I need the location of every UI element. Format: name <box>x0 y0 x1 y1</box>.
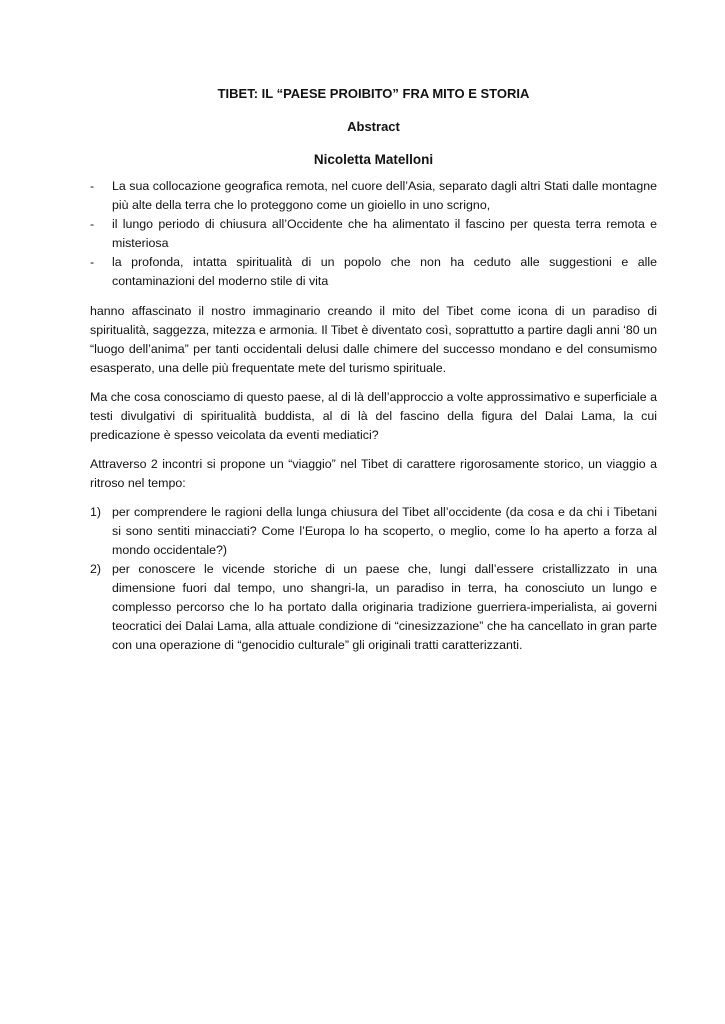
bullet-marker: - <box>90 179 95 193</box>
document-page <box>90 84 657 655</box>
document-title: TIBET: IL “PAESE PROIBITO” FRA MITO E STORIA <box>217 86 530 101</box>
numbered-item <box>90 503 657 560</box>
bullet-text: il lungo periodo di chiusura all’Occidente che ha alimentato il fascino per questa terra remota e misteriosa <box>112 217 657 250</box>
numbered-marker: 1) <box>90 505 102 519</box>
numbered-marker: 2) <box>90 562 102 576</box>
bullet-item <box>90 215 657 253</box>
numbered-text: per conoscere le vicende storiche di un paese che, lungi dall’essere cristallizzato in una dimensione fuori dal tempo, uno shangri-la, un paradiso in terra, ha conosciuto un lungo e complesso percorso che lo ha portato dalla originaria tradizione guerriera-imperialista, ai governi teocratici dei Dalai Lama, alla attuale condizione di “cinesizzazione” che ha cancellato in gran parte con una operazione di “genocidio culturale” gli originali tratti caratterizzanti. <box>112 562 657 652</box>
bullet-marker: - <box>90 255 95 269</box>
document-author: Nicoletta Matelloni <box>313 152 434 167</box>
numbered-list <box>90 503 657 655</box>
document-subtitle: Abstract <box>347 119 400 134</box>
body-paragraph: hanno affascinato il nostro immaginario creando il mito del Tibet come icona di un paradiso di spiritualità, saggezza, mitezza e armonia. Il Tibet è diventato così, soprattutto a partire dagli anni ‘80 un “luogo dell’anima” per tanti occidentali delusi dalle chimere del successo mondano e del consumismo esasperato, una delle più frequentate mete del turismo spirituale. <box>90 304 657 375</box>
numbered-item <box>90 560 657 655</box>
body-paragraph: Attraverso 2 incontri si propone un “viaggio” nel Tibet di carattere rigorosamente storico, un viaggio a ritroso nel tempo: <box>90 457 657 490</box>
bullet-text: la profonda, intatta spiritualità di un popolo che non ha ceduto alle suggestioni e alle contaminazioni del moderno stile di vita <box>112 255 657 288</box>
body-paragraph: Ma che cosa conosciamo di questo paese, al di là dell’approccio a volte approssimativo e superficiale a testi divulgativi di spiritualità buddista, al di là del fascino della figura del Dalai Lama, la cui predicazione è spesso veicolata da eventi mediatici? <box>90 390 657 442</box>
bullet-list <box>90 177 657 291</box>
bullet-item <box>90 253 657 291</box>
bullet-item <box>90 177 657 215</box>
bullet-text: La sua collocazione geografica remota, nel cuore dell’Asia, separato dagli altri Stati dalle montagne più alte della terra che lo proteggono come un gioiello in uno scrigno, <box>112 179 657 212</box>
numbered-text: per comprendere le ragioni della lunga chiusura del Tibet all’occidente (da cosa e da chi i Tibetani si sono sentiti minacciati? Come l’Europa lo ha scoperto, o meglio, come lo ha aperto a forza al mondo occidentale?) <box>112 505 657 557</box>
bullet-marker: - <box>90 217 95 231</box>
